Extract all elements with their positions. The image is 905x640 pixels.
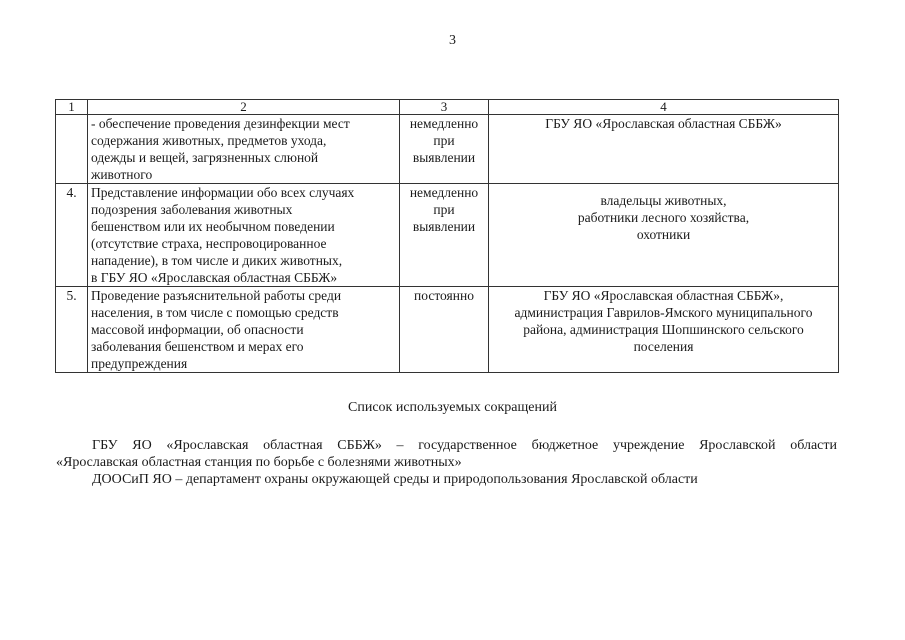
table-row (56, 115, 839, 184)
table-row (56, 287, 839, 373)
abbreviation-line: ГБУ ЯО «Ярославская областная СББЖ» – государственное бюджетное учреждение Ярославской области (92, 438, 837, 453)
task-line: предупреждения (91, 356, 188, 371)
term-line: немедленно (409, 116, 479, 131)
executor-cell (489, 287, 839, 373)
executor-line: поселения (633, 339, 694, 354)
term-line: постоянно (414, 288, 474, 303)
task-line: населения, в том числе с помощью средств (91, 305, 339, 320)
term-cell (400, 287, 489, 373)
header-cell-3: 3 (400, 100, 489, 115)
term-line: при (433, 133, 455, 148)
task-line: нападение), в том числе и диких животных, (91, 253, 343, 268)
executor-cell (489, 184, 839, 287)
executor-line: работники лесного хозяйства, (577, 210, 750, 225)
executor-line: ГБУ ЯО «Ярославская областная СББЖ», (543, 288, 784, 303)
executor-cell (489, 115, 839, 184)
abbreviation-line: «Ярославская областная станция по борьбе с болезнями животных» (56, 455, 462, 470)
header-cell-2: 2 (88, 100, 400, 115)
measures-table (55, 99, 839, 373)
task-line: массовой информации, об опасности (91, 322, 304, 337)
page-number: 3 (449, 33, 456, 48)
executor-line: ГБУ ЯО «Ярославская областная СББЖ» (545, 116, 782, 131)
task-line: заболевания бешенством и мерах его (91, 339, 304, 354)
task-line: Проведение разъяснительной работы среди (91, 288, 342, 303)
term-cell (400, 184, 489, 287)
task-line: Представление информации обо всех случаях (91, 185, 355, 200)
table-row (56, 184, 839, 287)
executor-line: района, администрация Шопшинского сельского (523, 322, 804, 337)
term-line: при (433, 202, 455, 217)
task-line: содержания животных, предметов ухода, (91, 133, 327, 148)
task-cell (88, 115, 400, 184)
task-line: подозрения заболевания животных (91, 202, 293, 217)
row-number: 5. (56, 287, 88, 373)
term-cell (400, 115, 489, 184)
row-number (56, 115, 88, 184)
task-line: животного (91, 167, 153, 182)
task-line: (отсутствие страха, неспровоцированное (91, 236, 327, 251)
task-line: - обеспечение проведения дезинфекции мест (91, 116, 350, 131)
executor-line: владельцы животных, (600, 193, 727, 208)
term-line: немедленно (409, 185, 479, 200)
term-line: выявлении (412, 150, 476, 165)
task-line: в ГБУ ЯО «Ярославская областная СББЖ» (91, 270, 338, 285)
header-cell-1: 1 (56, 100, 88, 115)
term-line: выявлении (412, 219, 476, 234)
task-line: одежды и вещей, загрязненных слюной (91, 150, 319, 165)
task-cell (88, 184, 400, 287)
header-cell-4: 4 (489, 100, 839, 115)
row-number: 4. (56, 184, 88, 287)
task-line: бешенством или их необычном поведении (91, 219, 335, 234)
executor-line: администрация Гаврилов-Ямского муниципального (514, 305, 813, 320)
task-cell (88, 287, 400, 373)
abbreviations-title: Список используемых сокращений (348, 400, 557, 415)
executor-line: охотники (636, 227, 691, 242)
abbreviation-line: ДООСиП ЯО – департамент охраны окружающей среды и природопользования Ярославской области (92, 472, 698, 487)
abbreviations-block (56, 437, 837, 488)
table-header-row (56, 100, 839, 115)
